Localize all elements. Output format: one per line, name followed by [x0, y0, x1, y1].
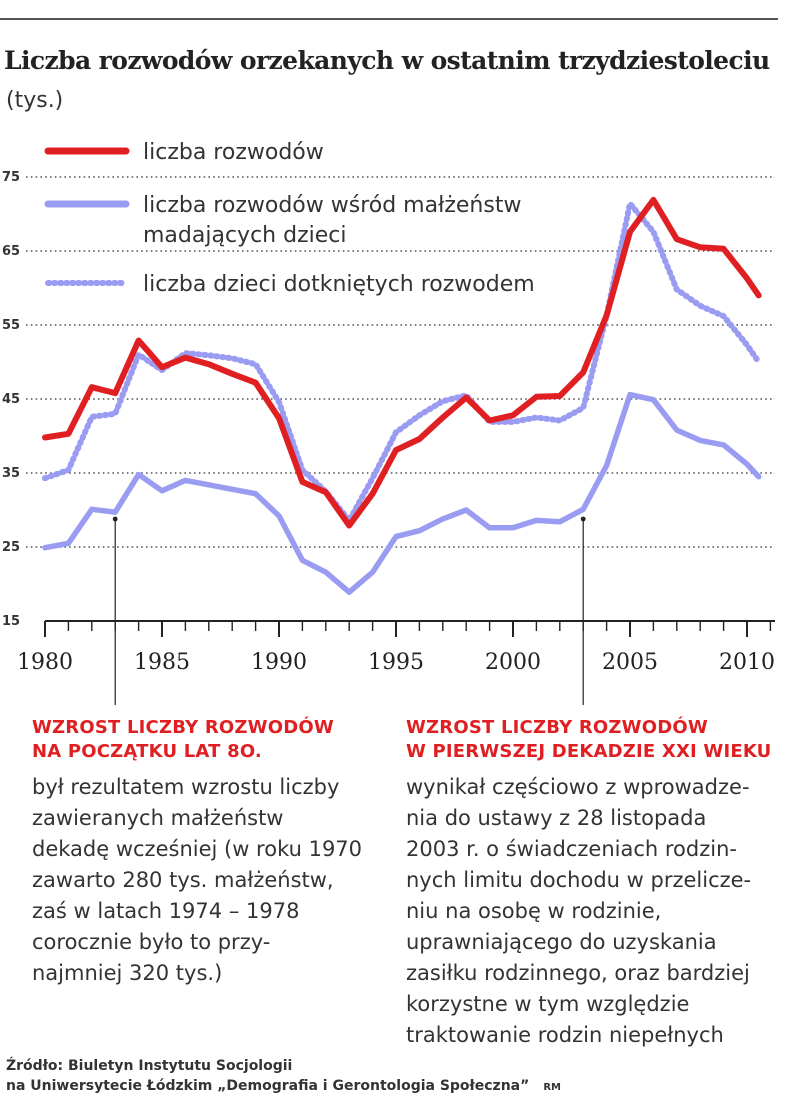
x-tick-label: 1995 — [368, 650, 424, 675]
y-axis-ticks — [2, 170, 20, 629]
annotation-2000s — [406, 716, 791, 1051]
source-note: Źródło: Biuletyn Instytutu Socjologii na Uniwersytecie Łódzkim „Demografia i Gerontologia Społeczna” RM — [6, 1058, 561, 1094]
annotation-dot-1 — [113, 517, 118, 522]
legend-label-divorces: liczba rozwodów — [143, 140, 324, 165]
chart-title: Liczba rozwodów orzekanych w ostatnim trzydziestoleciu — [4, 46, 770, 75]
x-tick-label: 2010 — [719, 650, 775, 675]
annotation-1980s-heading: WZROST LICZBY ROZWODÓW NA POCZĄTKU LAT 8O. — [32, 717, 334, 762]
legend-label-children-affected: liczba dzieci dotkniętych rozwodem — [143, 272, 535, 297]
annotation-leaders — [113, 517, 586, 705]
y-tick-label: 25 — [2, 540, 21, 555]
y-tick-label: 35 — [2, 466, 21, 481]
y-tick-label: 45 — [2, 392, 21, 407]
annotation-2000s-body: wynikał częściowo z wprowadze- nia do ustawy z 28 listopada 2003 r. o świadczeniach rodzin- nych limitu dochodu w przelicze- niu na osobę w rodzinie, uprawniającego do uzyskania zasiłku rodzinnego, oraz bardziej korzystne w tym względzie traktowanie rodzin niepełnych — [406, 775, 752, 1047]
annotation-dot-2 — [581, 517, 586, 522]
x-tick-label: 1990 — [251, 650, 307, 675]
y-tick-label: 15 — [2, 614, 21, 629]
x-tick-label: 2000 — [485, 650, 541, 675]
x-tick-label: 2005 — [602, 650, 658, 675]
annotation-1980s — [32, 716, 377, 989]
x-tick-label: 1985 — [134, 650, 190, 675]
unit-label: (tys.) — [6, 88, 64, 113]
y-tick-label: 75 — [2, 170, 21, 185]
legend — [48, 140, 535, 297]
author-credit: RM — [543, 1082, 561, 1093]
x-axis — [17, 621, 775, 675]
legend-label-divorces-with-children-1: liczba rozwodów wśród małżeństw — [143, 193, 522, 218]
annotation-2000s-heading: WZROST LICZBY ROZWODÓW W PIERWSZEJ DEKADZIE XXI WIEKU — [406, 717, 772, 762]
y-tick-label: 55 — [2, 318, 21, 333]
y-tick-label: 65 — [2, 244, 21, 259]
legend-label-divorces-with-children-2: madających dzieci — [143, 223, 347, 248]
series-line-2 — [45, 395, 759, 592]
series-lines — [45, 200, 759, 592]
x-tick-label: 1980 — [17, 650, 73, 675]
annotation-1980s-body: był rezultatem wzrostu liczby zawieranych małżeństw dekadę wcześniej (w roku 1970 zawarto 280 tys. małżeństw, zaś w latach 1974 – 1978 corocznie było to przy- najmniej 320 tys.) — [32, 775, 363, 985]
